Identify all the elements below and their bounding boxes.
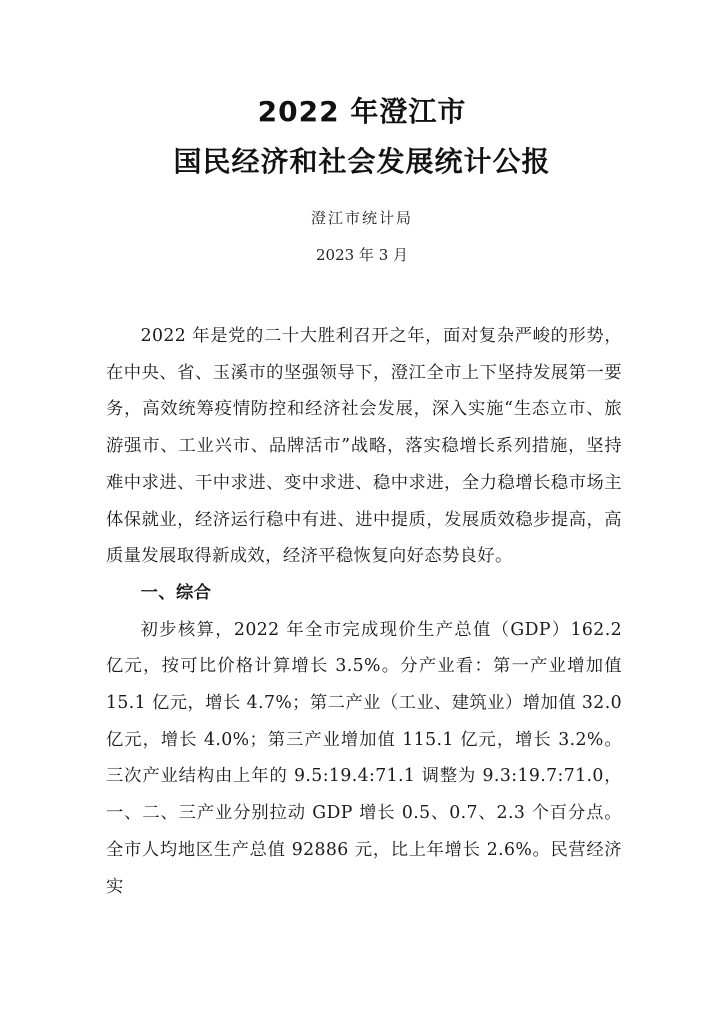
section-heading-general: 一、综合 xyxy=(140,582,212,603)
section-general-paragraph: 初步核算，2022 年全市完成现价生产总值（GDP）162.2 亿元，按可比价格计算增长 3.5%。分产业看：第一产业增加值 15.1 亿元，增长 4.7%；第二产业（工业、建筑业）增加值 32.0 亿元，增长 4.0%；第三产业增加值 115.1 亿元，增长 3.2%。三次产业结构由上年的 9.5:19.4:71.1 调整为 9.3:19.7:71.0，一、二、三产业分别拉动 GDP 增长 0.5、0.7、2.3 个百分点。全市人均地区生产总值 92886 元，比上年增长 2.6%。民营经济实 xyxy=(106,619,622,897)
intro-paragraph: 2022 年是党的二十大胜利召开之年，面对复杂严峻的形势，在中央、省、玉溪市的坚强领导下，澄江全市上下坚持发展第一要务，高效统筹疫情防控和经济社会发展，深入实施“生态立市、旅游强市、工业兴市、品牌活市”战略，落实稳增长系列措施，坚持难中求进、干中求进、变中求进、稳中求进，全力稳增长稳市场主体保就业，经济运行稳中有进、进中提质，发展质效稳步提高，高质量发展取得新成效，经济平稳恢复向好态势良好。 xyxy=(106,326,622,567)
document-title-line2: 国民经济和社会发展统计公报 xyxy=(173,145,551,178)
document-title-line1: 2022 年澄江市 xyxy=(257,95,467,128)
publication-date: 2023 年 3 月 xyxy=(315,246,409,264)
issuing-organization: 澄江市统计局 xyxy=(310,209,413,227)
document-body xyxy=(106,318,622,905)
